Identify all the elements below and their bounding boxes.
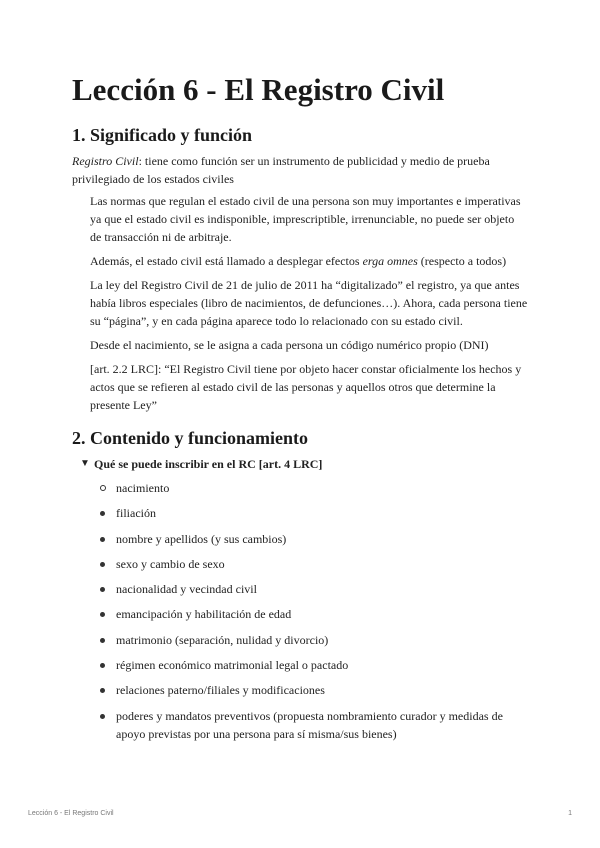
paragraph-3: La ley del Registro Civil de 21 de julio de 2011 ha “digitalizado” el registro, ya que antes había libros especiales (libro de nacimientos, de defunciones…). Ahora, cada persona tiene su “página”, y en cada página aparece todo lo relacionado con su estado civil. <box>90 278 528 328</box>
bullet-icon <box>100 714 105 719</box>
bullet-icon <box>100 537 105 542</box>
bullet-icon <box>100 587 105 592</box>
footer-title: Lección 6 - El Registro Civil <box>28 810 114 817</box>
document-page <box>72 70 528 750</box>
list-item <box>100 530 528 548</box>
list-item-text: matrimonio (separación, nulidad y divorcio) <box>116 632 329 647</box>
paragraph-4: Desde el nacimiento, se le asigna a cada persona un código numérico propio (DNI) <box>90 338 489 352</box>
inscribable-items-list <box>72 479 528 743</box>
p2-before: Además, el estado civil está llamado a desplegar efectos <box>90 254 363 268</box>
list-item-text: nacimiento <box>116 481 170 495</box>
list-item-text: nacionalidad y vecindad civil <box>116 582 257 597</box>
list-item <box>100 707 528 743</box>
page-number: 1 <box>568 810 572 817</box>
p2-term: erga omnes <box>362 254 418 268</box>
paragraph-1: Las normas que regulan el estado civil de una persona son muy importantes e imperativas ya que el estado civil es indisponible, imprescriptible, irrenunciable, no puede ser objeto de transacción ni de arbitraje. <box>90 194 521 244</box>
bullet-icon <box>100 638 105 643</box>
list-item-text: sexo y cambio de sexo <box>116 556 225 571</box>
list-item-text: emancipación y habilitación de edad <box>116 607 292 622</box>
list-item <box>100 681 528 699</box>
page-title: Lección 6 - El Registro Civil <box>72 72 445 107</box>
list-item <box>100 555 528 573</box>
section-heading-1: 1. Significado y función <box>72 125 253 145</box>
list-item <box>100 580 528 598</box>
lead-text: : tiene como función ser un instrumento de publicidad y medio de prueba privilegiado de los estados civiles <box>72 154 490 186</box>
paragraph-5: [art. 2.2 LRC]: “El Registro Civil tiene por objeto hacer constar oficialmente los hechos y actos que se refieren al estado civil de las personas y aquellos otros que determine la presente Ley” <box>90 362 522 412</box>
bullet-icon <box>100 562 105 567</box>
list-item-text: poderes y mandatos preventivos (propuesta nombramiento curador y medidas de apoyo previstas por una persona para sí misma/sus bienes) <box>116 708 503 741</box>
list-item-text: régimen económico matrimonial legal o pactado <box>116 658 349 673</box>
bullet-icon <box>100 612 105 617</box>
section-heading-2: 2. Contenido y funcionamiento <box>72 428 309 448</box>
lead-term: Registro Civil <box>72 154 139 168</box>
bullet-icon <box>100 688 105 693</box>
indented-block <box>72 192 528 414</box>
p2-after: (respecto a todos) <box>417 254 507 268</box>
bullet-icon <box>100 511 105 516</box>
triangle-down-icon[interactable]: ▼ <box>80 458 90 469</box>
list-item-text: filiación <box>116 506 156 521</box>
list-item <box>100 631 528 649</box>
paragraph-2 <box>90 252 528 270</box>
list-item <box>100 479 528 497</box>
list-item-text: relaciones paterno/filiales y modificaciones <box>116 683 325 698</box>
list-item <box>100 656 528 674</box>
bullet-icon <box>100 485 106 491</box>
toggle-label: Qué se puede inscribir en el RC [art. 4 LRC] <box>94 457 323 471</box>
toggle-block[interactable] <box>80 455 528 473</box>
list-item <box>100 504 528 522</box>
list-item <box>100 605 528 623</box>
list-item-text: nombre y apellidos (y sus cambios) <box>116 531 287 546</box>
lead-paragraph <box>72 152 528 188</box>
bullet-icon <box>100 663 105 668</box>
page-footer <box>28 810 572 817</box>
